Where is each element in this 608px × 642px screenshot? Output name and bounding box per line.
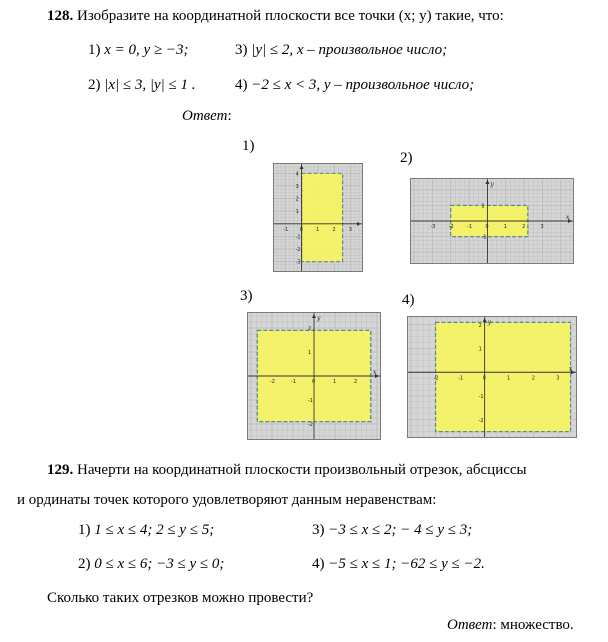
- problem-129-statement-line1: Начерти на координатной плоскости произвольный отрезок, абсциссы: [77, 462, 527, 478]
- x-tick-label: -1: [291, 379, 296, 385]
- p128-item-3-text: |y| ≤ 2, x – произвольное число;: [251, 42, 448, 58]
- problem-129-header: [47, 462, 527, 479]
- p128-answer-label: Ответ: [182, 108, 228, 124]
- y-tick-label: 2: [295, 196, 299, 203]
- p129-item-3-label: 3): [312, 522, 325, 538]
- x-tick-label: -2: [270, 379, 275, 385]
- p129-item-2-text: 0 ≤ x ≤ 6; −3 ≤ y ≤ 0;: [94, 556, 225, 572]
- graph-label-3: 3): [240, 288, 253, 304]
- p129-item-1: [78, 522, 214, 539]
- x-tick-label: 3: [540, 224, 544, 230]
- x-tick-label: 0: [312, 379, 316, 385]
- graph-label-4: 4): [402, 292, 415, 308]
- x-tick-label: -3: [430, 224, 436, 230]
- p129-question: Сколько таких отрезков можно провести?: [47, 590, 314, 606]
- x-tick-label: -1: [458, 375, 464, 382]
- y-tick-label: 2: [308, 326, 312, 332]
- x-tick-label: 2: [522, 224, 526, 230]
- y-tick-label: -2: [308, 422, 313, 428]
- problem-128-header: [47, 8, 504, 25]
- x-tick-label: -2: [448, 224, 454, 230]
- y-tick-label: -1: [295, 234, 301, 241]
- p128-item-4-text: −2 ≤ x < 3, y – произвольное число;: [251, 77, 475, 93]
- y-tick-label: 1: [481, 203, 485, 210]
- x-tick-label: 1: [507, 375, 511, 382]
- x-tick-label: -1: [283, 226, 289, 233]
- x-tick-label: 0: [485, 224, 489, 230]
- p128-answer: [182, 108, 232, 125]
- y-axis-label: y: [490, 181, 494, 188]
- p129-item-4: [312, 556, 485, 573]
- y-axis-label: y: [487, 319, 492, 326]
- y-tick-label: -2: [295, 247, 301, 254]
- problem-129-number: 129.: [47, 462, 74, 478]
- p128-item-2-text: |x| ≤ 3, |y| ≤ 1 .: [104, 77, 196, 93]
- x-tick-label: 2: [332, 226, 336, 233]
- graph-4: [407, 316, 577, 438]
- x-tick-label: 1: [316, 226, 320, 233]
- y-tick-label: 2: [478, 322, 482, 329]
- p129-item-4-text: −5 ≤ x ≤ 1; −62 ≤ y ≤ −2.: [328, 556, 485, 572]
- problem-129-statement-line2: и ординаты точек которого удовлетворяют данным неравенствам:: [17, 492, 437, 508]
- graph-3: [247, 312, 381, 440]
- x-tick-label: -2: [433, 375, 439, 382]
- p129-item-1-text: 1 ≤ x ≤ 4; 2 ≤ y ≤ 5;: [94, 522, 215, 538]
- p128-item-3: [235, 42, 447, 59]
- graph-3-plot: [248, 313, 380, 439]
- p129-answer-value: : множество.: [492, 617, 574, 633]
- problem-128-statement: Изобразите на координатной плоскости все точки (x; y) такие, что:: [77, 8, 504, 24]
- graph-label-2: 2): [400, 150, 413, 166]
- solution-region: [433, 322, 571, 431]
- graph-2-plot: [411, 179, 573, 263]
- y-tick-label: -2: [478, 417, 484, 424]
- x-axis-label: x: [569, 365, 573, 373]
- p129-item-4-label: 4): [312, 556, 325, 572]
- p129-item-1-label: 1): [78, 522, 91, 538]
- graph-4-plot: [408, 317, 576, 437]
- p129-item-2-label: 2): [78, 556, 91, 572]
- x-axis-label: x: [373, 369, 377, 376]
- p128-item-2-label: 2): [88, 77, 101, 93]
- p129-item-2: [78, 556, 224, 573]
- y-axis-label: y: [317, 315, 321, 322]
- solution-region: [299, 173, 343, 261]
- x-tick-label: 2: [354, 379, 358, 385]
- x-tick-label: 0: [299, 226, 303, 233]
- p128-item-1-label: 1): [88, 42, 101, 58]
- y-tick-label: -1: [478, 394, 484, 400]
- p128-item-1: [88, 42, 189, 59]
- graph-1: [273, 163, 363, 272]
- x-tick-label: 1: [503, 224, 507, 230]
- p129-answer: [447, 617, 574, 634]
- y-tick-label: 1: [478, 346, 482, 353]
- graph-2: [410, 178, 574, 264]
- y-tick-label: 4: [295, 171, 299, 178]
- y-tick-label: -3: [295, 259, 301, 266]
- x-tick-label: -1: [467, 224, 473, 230]
- x-tick-label: 1: [333, 379, 337, 385]
- x-tick-label: 3: [348, 226, 352, 233]
- p129-item-3: [312, 522, 472, 539]
- p128-item-4-label: 4): [235, 77, 248, 93]
- x-axis-label: x: [566, 214, 570, 221]
- p128-answer-colon: :: [227, 108, 232, 124]
- graph-1-plot: [274, 164, 362, 271]
- p128-item-2: [88, 77, 196, 94]
- y-tick-label: 3: [295, 183, 299, 190]
- y-tick-label: 1: [308, 350, 312, 356]
- p128-item-3-label: 3): [235, 42, 248, 58]
- graph-label-1: 1): [242, 138, 255, 154]
- problem-128-number: 128.: [47, 8, 74, 24]
- x-tick-label: 2: [531, 375, 535, 382]
- y-tick-label: -1: [308, 398, 313, 404]
- y-tick-label: -1: [481, 234, 487, 241]
- y-tick-label: 1: [295, 209, 299, 216]
- p129-item-3-text: −3 ≤ x ≤ 2; − 4 ≤ y ≤ 3;: [328, 522, 473, 538]
- x-tick-label: 0: [482, 375, 486, 382]
- p128-item-4: [235, 77, 474, 94]
- p128-item-1-text: x = 0, y ≥ −3;: [104, 42, 189, 58]
- x-tick-label: 3: [556, 375, 560, 382]
- p129-answer-label: Ответ: [447, 617, 493, 633]
